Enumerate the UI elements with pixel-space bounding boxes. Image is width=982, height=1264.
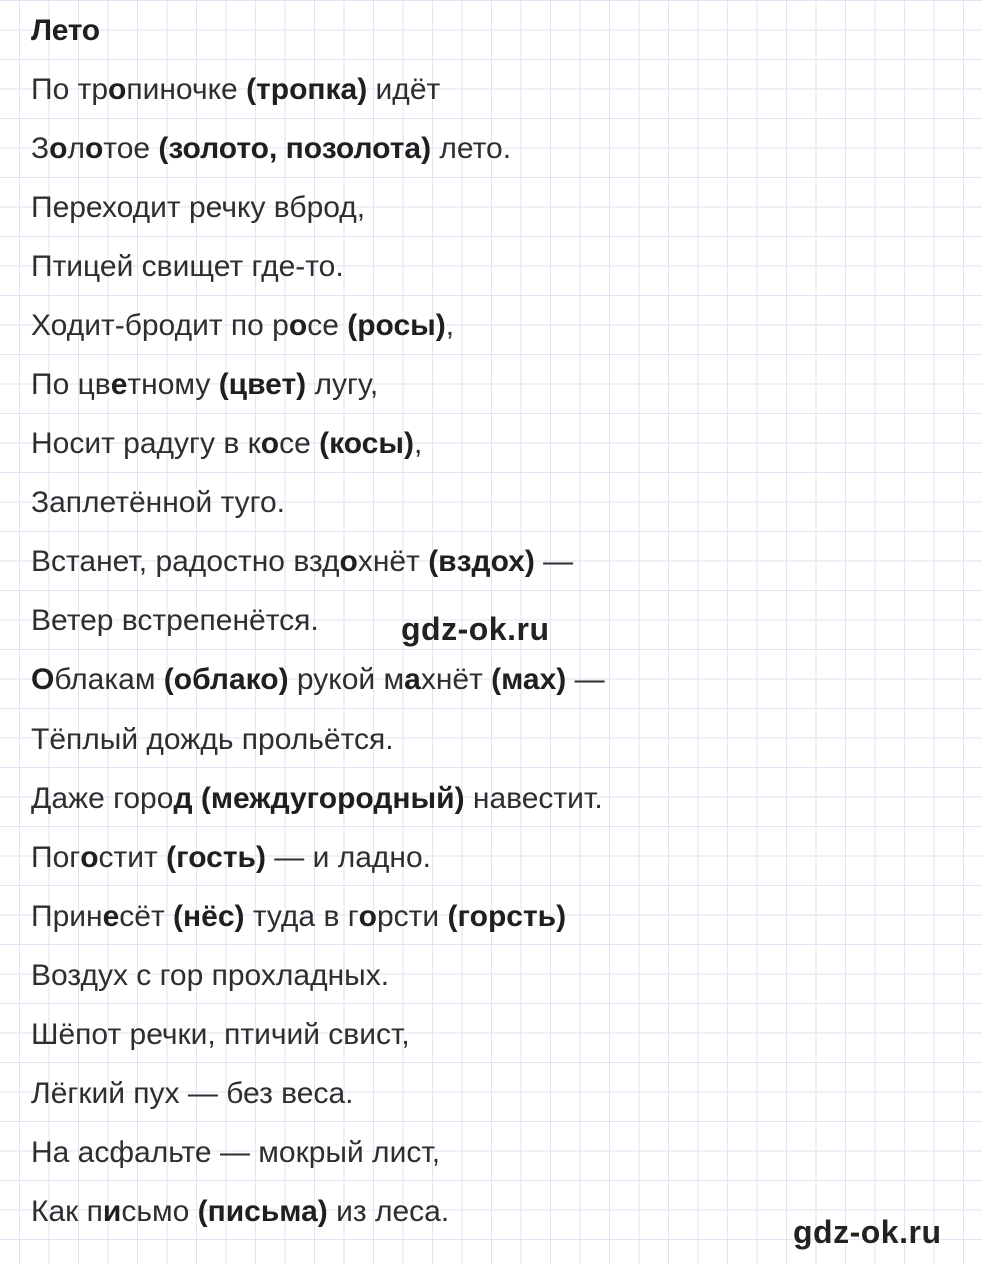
poem-line: Воздух с гор прохладных. bbox=[31, 958, 390, 992]
watermark-middle: gdz-ok.ru bbox=[401, 611, 550, 647]
poem-line: По тропиночке (тропка) идёт bbox=[31, 73, 441, 106]
page-title: Лето bbox=[31, 14, 100, 47]
poem-line: Облакам (облако) рукой махнёт (мах) — bbox=[31, 663, 605, 697]
poem-line: Заплетённой туго. bbox=[31, 486, 285, 520]
poem-line: Птицей свищет где-то. bbox=[31, 250, 344, 284]
poem-line: Принесёт (нёс) туда в горсти (горсть) bbox=[31, 899, 567, 933]
poem-line: Лёгкий пух — без веса. bbox=[31, 1076, 354, 1110]
poem-line: Как письмо (письма) из леса. bbox=[31, 1194, 450, 1228]
watermark-bottom: gdz-ok.ru bbox=[793, 1214, 942, 1250]
poem-line: По цветному (цвет) лугу, bbox=[31, 368, 379, 402]
poem-line: Шёпот речки, птичий свист, bbox=[31, 1017, 410, 1051]
poem-line: Тёплый дождь прольётся. bbox=[31, 722, 394, 756]
poem-line: Встанет, радостно вздохнёт (вздох) — bbox=[31, 545, 574, 579]
poem-line: Носит радугу в косе (косы), bbox=[31, 427, 423, 461]
poem-line: На асфальте — мокрый лист, bbox=[31, 1135, 441, 1169]
poem-line: Золотое (золото, позолота) лето. bbox=[31, 132, 512, 166]
poem-line: Переходит речку вброд, bbox=[31, 191, 366, 225]
poem-lines bbox=[31, 70, 605, 1251]
poem-line: Ходит-бродит по росе (росы), bbox=[31, 309, 455, 343]
poem-line: Ветер встрепенётся. bbox=[31, 604, 319, 638]
poem-line: Погостит (гость) — и ладно. bbox=[31, 840, 431, 874]
poem-line: Даже город (междугородный) навестит. bbox=[31, 781, 603, 815]
